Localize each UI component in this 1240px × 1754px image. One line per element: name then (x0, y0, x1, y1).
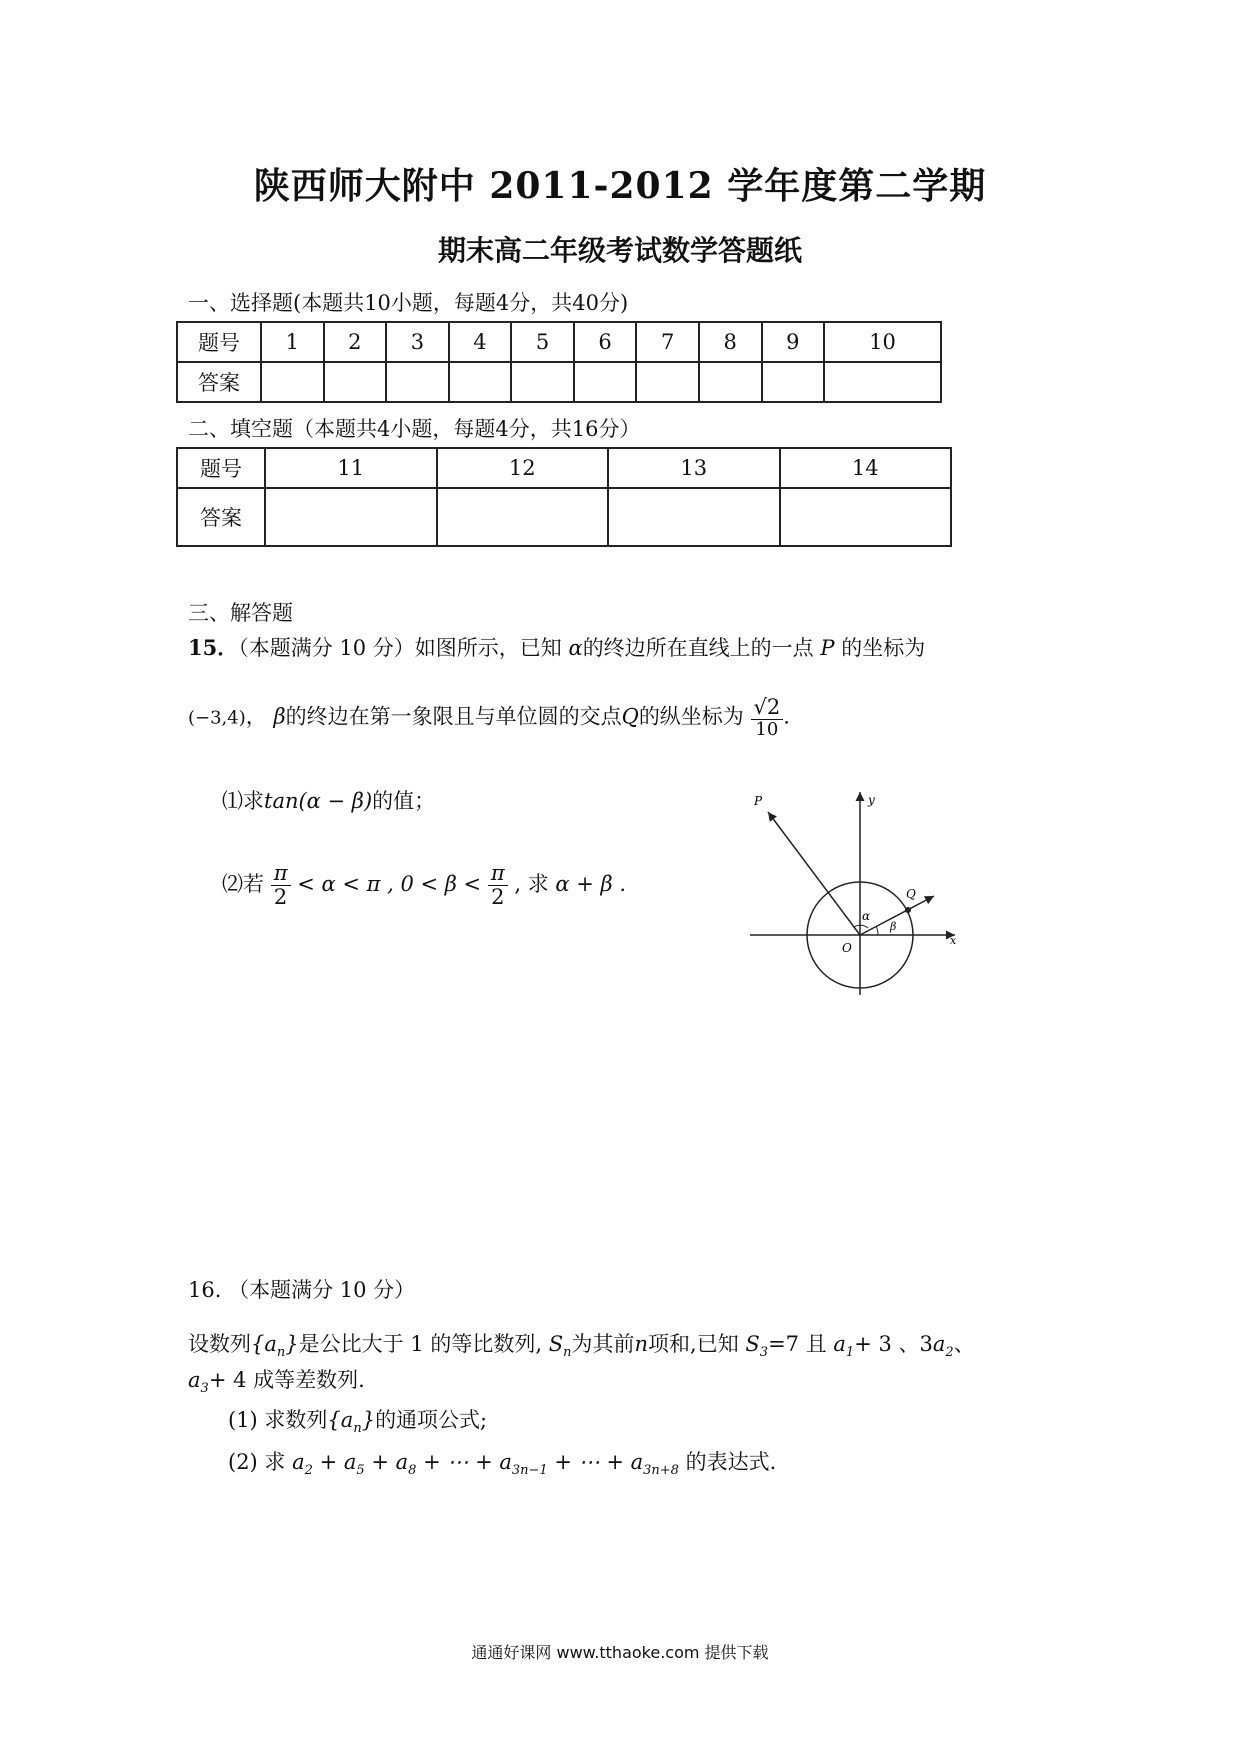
q16-line1 (188, 1328, 1088, 1360)
q16-line2 (188, 1364, 365, 1396)
sum-s3 (745, 1332, 769, 1361)
answer-cell[interactable] (636, 362, 699, 402)
ellipsis: + ⋯ + (416, 1450, 500, 1474)
q15-text: , 求 (514, 872, 549, 897)
q16-header: 16. （本题满分 10 分） (188, 1278, 416, 1302)
q15-text: 的终边在第一象限且与单位圆的交点 (285, 704, 622, 729)
seq-close: } (285, 1332, 299, 1356)
question-number: 2 (324, 322, 387, 362)
alpha-angle-arc (854, 925, 868, 928)
expression: α + β . (555, 872, 627, 897)
fraction (271, 862, 291, 909)
fraction (751, 696, 784, 740)
q15-line2 (188, 696, 1068, 740)
sum-symbol: S (745, 1332, 760, 1356)
fill-answer-table (176, 447, 952, 547)
answer-cell[interactable] (265, 488, 437, 546)
inequality: < α < π , (297, 872, 394, 897)
question-number: 10 (824, 322, 941, 362)
sequence (251, 1332, 299, 1361)
seq-subscript: n (276, 1345, 286, 1361)
q15-part2-prefix: ⑵若 (222, 872, 264, 897)
separator: ， (245, 704, 267, 729)
q15-part2 (222, 862, 626, 909)
answer-cell[interactable] (574, 362, 637, 402)
fig-label-x: x (950, 934, 957, 947)
fig-label-y: y (868, 793, 875, 807)
sum-subscript: 3 (759, 1345, 769, 1361)
seq-open: {a (327, 1408, 354, 1432)
fraction (488, 862, 508, 909)
choice-answer-table (176, 321, 942, 403)
fig-label-alpha: α (862, 909, 871, 923)
q16-text: 为其前 (571, 1332, 635, 1356)
q16-part2-prefix: (2) 求 (228, 1450, 286, 1474)
answer-cell[interactable] (386, 362, 449, 402)
term-a2 (932, 1332, 954, 1361)
fraction-numerator: π (271, 862, 291, 886)
q16-text: 是公比大于 1 的等比数列, (298, 1332, 543, 1356)
answer-cell[interactable] (511, 362, 574, 402)
term-subscript: 2 (945, 1345, 954, 1361)
term-subscript: 5 (356, 1463, 365, 1479)
answer-cell[interactable] (324, 362, 387, 402)
q15-part1-math: tan(α − β) (264, 789, 373, 813)
question-number: 5 (511, 322, 574, 362)
page-title: 陕西师大附中 2011-2012 学年度第二学期 (253, 165, 987, 207)
term-a1 (833, 1332, 855, 1361)
answer-cell[interactable] (780, 488, 952, 546)
q16-text: =7 且 (768, 1332, 827, 1356)
table-row (177, 488, 951, 546)
unit-circle-figure (750, 770, 980, 1010)
coord-value: (−3,4) (188, 707, 246, 729)
question-number: 12 (437, 448, 609, 488)
answer-cell[interactable] (824, 362, 941, 402)
question-number: 1 (261, 322, 324, 362)
seq-subscript: n (353, 1421, 362, 1437)
term-subscript: 8 (408, 1463, 417, 1479)
row-label: 题号 (177, 322, 261, 362)
beta-terminal-side (860, 896, 934, 935)
sum-expression (292, 1450, 679, 1479)
question-number: 14 (780, 448, 952, 488)
plus-sign: + (312, 1450, 344, 1474)
point-q: Q (621, 704, 639, 729)
row-label: 答案 (177, 362, 261, 402)
q15-part1-suffix: 的值； (372, 789, 436, 813)
question-number: 13 (608, 448, 780, 488)
question-number: 4 (449, 322, 512, 362)
answer-cell[interactable] (608, 488, 780, 546)
term-symbol: a (343, 1450, 357, 1474)
question-number: 3 (386, 322, 449, 362)
beta-symbol: β (273, 704, 286, 729)
q15-text: 的终边所在直线上的一点 (582, 636, 814, 660)
term-symbol: a (630, 1450, 644, 1474)
term-subscript: 3 (200, 1381, 209, 1397)
term-subscript: 3n+8 (643, 1463, 679, 1479)
q15-part1 (222, 785, 435, 815)
period: . (783, 704, 790, 729)
answer-cell[interactable] (699, 362, 762, 402)
table-row (177, 322, 941, 362)
fraction-denominator: 10 (755, 719, 779, 741)
footer-text: 通通好课网 www.tthaoke.com 提供下载 (471, 1643, 769, 1662)
q15-number: 15． (188, 635, 239, 660)
sum-subscript: n (563, 1345, 572, 1361)
q16-text: 、 (953, 1332, 975, 1356)
question-number: 6 (574, 322, 637, 362)
q16-part1-suffix: 的通项公式; (375, 1408, 488, 1432)
point-p: P (820, 636, 835, 660)
q16-part2 (228, 1446, 776, 1478)
beta-angle-arc (876, 926, 878, 935)
fig-label-beta: β (890, 920, 897, 933)
q16-part1-prefix: (1) 求数列 (228, 1408, 328, 1432)
q15-part1-prefix: ⑴求 (222, 789, 264, 813)
sum-sn (548, 1332, 572, 1361)
table-row (177, 448, 951, 488)
section1-heading: 一、选择题(本题共10小题，每题4分，共40分) (188, 291, 629, 315)
fig-label-p: P (754, 794, 763, 808)
q16-text: 设数列 (188, 1332, 251, 1356)
question-number: 8 (699, 322, 762, 362)
q16-part1 (228, 1404, 487, 1436)
sum-symbol: S (548, 1332, 564, 1356)
q15-text: 的坐标为 (841, 636, 926, 660)
ellipsis: + ⋯ + (547, 1450, 631, 1474)
answer-cell[interactable] (762, 362, 825, 402)
alpha-terminal-side (768, 812, 860, 935)
fraction-denominator: 2 (273, 885, 288, 910)
term-symbol: a (932, 1332, 946, 1356)
plus-sign: + (364, 1450, 396, 1474)
q15-text: 的纵坐标为 (638, 704, 744, 729)
section3-heading: 三、解答题 (188, 601, 293, 625)
fraction-numerator: √2 (751, 696, 784, 720)
inequality: 0 < β < (400, 872, 482, 897)
q15-intro: （本题满分 10 分）如图所示，已知 (238, 636, 562, 660)
term-symbol: a (833, 1332, 846, 1356)
n-symbol: n (634, 1332, 649, 1356)
term-symbol: a (395, 1450, 409, 1474)
question-number: 7 (636, 322, 699, 362)
section2-heading: 二、填空题（本题共4小题，每题4分，共16分） (188, 417, 641, 441)
term-a3 (188, 1368, 209, 1397)
answer-cell[interactable] (261, 362, 324, 402)
alpha-symbol: α (568, 636, 583, 660)
term-symbol: a (499, 1450, 512, 1474)
question-number: 9 (762, 322, 825, 362)
term-subscript: 2 (304, 1463, 313, 1479)
row-label: 题号 (177, 448, 265, 488)
fraction-numerator: π (488, 862, 508, 886)
term-symbol: a (292, 1450, 305, 1474)
q16-text: + 4 成等差数列. (208, 1368, 365, 1392)
page-subtitle: 期末高二年级考试数学答题纸 (437, 234, 802, 267)
q16-text: 项和,已知 (648, 1332, 739, 1356)
fig-label-q: Q (906, 887, 916, 901)
answer-cell[interactable] (449, 362, 512, 402)
term-subscript: 1 (845, 1345, 855, 1361)
q16-text: + 3 、3 (854, 1332, 933, 1356)
seq-close: } (361, 1408, 376, 1432)
fraction-denominator: 2 (491, 885, 505, 910)
q16-part2-suffix: 的表达式. (685, 1450, 777, 1474)
q15-line1 (188, 632, 1068, 662)
point-q-marker (905, 907, 911, 913)
answer-cell[interactable] (437, 488, 609, 546)
table-row (177, 362, 941, 402)
question-number: 11 (265, 448, 437, 488)
term-symbol: a (188, 1368, 201, 1392)
seq-open: {a (251, 1332, 277, 1356)
fig-label-o: O (842, 941, 852, 955)
sequence (327, 1408, 376, 1437)
term-subscript: 3n−1 (511, 1463, 548, 1479)
row-label: 答案 (177, 488, 265, 546)
